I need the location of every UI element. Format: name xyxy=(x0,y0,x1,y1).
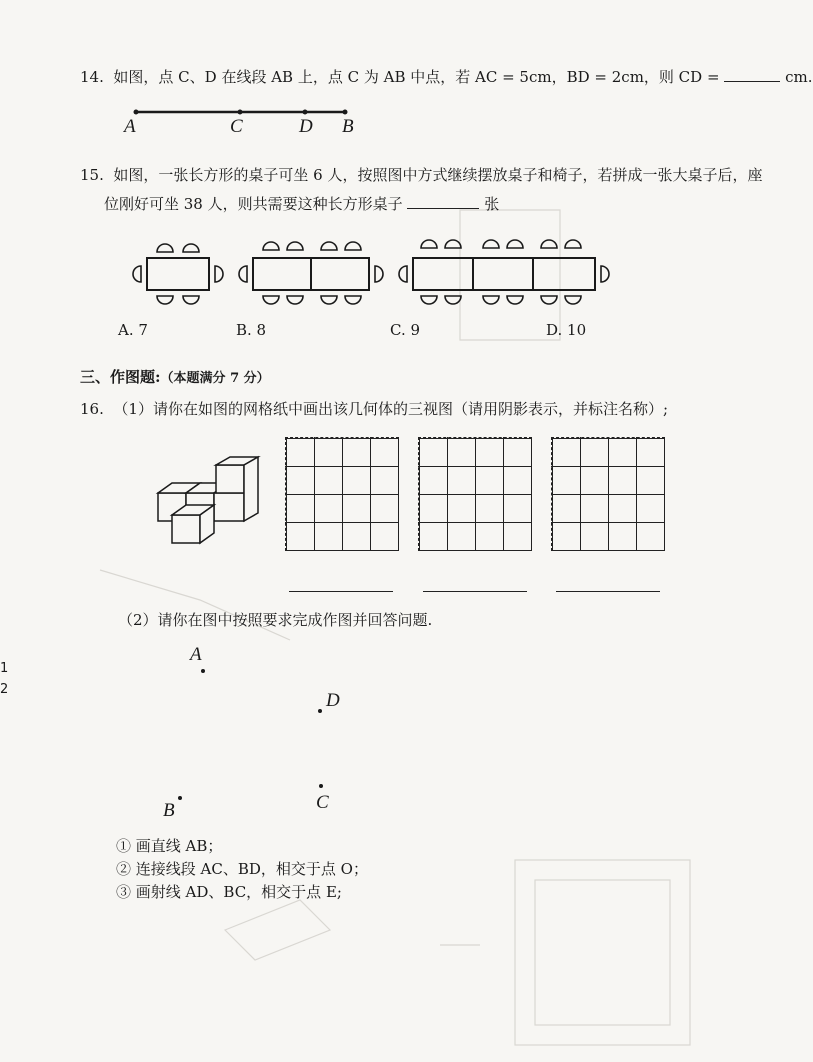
q15-text-line2: 位刚好可坐 38 人，则共需要这种长方形桌子 张 xyxy=(104,195,500,213)
q15-option-b[interactable]: B. 8 xyxy=(236,321,267,339)
q16-label-line-1[interactable] xyxy=(289,591,393,592)
q15-answer-blank[interactable] xyxy=(407,208,479,209)
q16-dot-c xyxy=(319,784,323,788)
q15-option-a[interactable]: A. 7 xyxy=(118,321,148,339)
q16-dot-d xyxy=(318,709,322,713)
q16-cube-solid xyxy=(150,455,270,565)
q14-point-d: D xyxy=(299,116,313,137)
section3-heading: 三、作图题:（本题满分 7 分） xyxy=(80,368,270,386)
q16-part1: 16. （1）请你在如图的网格纸中画出该几何体的三视图（请用阴影表示，并标注名称）; xyxy=(80,400,669,418)
q16-grid-side-view[interactable] xyxy=(418,437,532,551)
q16-grid-top-view[interactable] xyxy=(551,437,665,551)
q16-label-line-3[interactable] xyxy=(556,591,660,592)
q16-step-2: ② 连接线段 AC、BD，相交于点 O； xyxy=(116,860,368,878)
margin-mark-1: 1 xyxy=(0,661,9,676)
q14-point-b: B xyxy=(342,116,354,137)
q16-dot-b xyxy=(178,796,182,800)
q16-step-3: ③ 画射线 AD、BC，相交于点 E; xyxy=(116,883,342,901)
q16-grid-front-view[interactable] xyxy=(285,437,399,551)
q16-dot-a xyxy=(201,669,205,673)
q16-part2: （2）请你在图中按照要求完成作图并回答问题. xyxy=(118,611,433,629)
q15-tables-figure xyxy=(125,232,625,312)
q14-point-c: C xyxy=(230,116,243,137)
q15-text-line1: 15. 如图，一张长方形的桌子可坐 6 人，按照图中方式继续摆放桌子和椅子，若拼成一张大桌子后，座 xyxy=(80,166,763,184)
q16-step-1: ① 画直线 AB； xyxy=(116,837,223,855)
q16-point-c: C xyxy=(316,792,329,813)
margin-mark-2: 2 xyxy=(0,682,9,697)
q14-text: 14. 如图，点 C、D 在线段 AB 上，点 C 为 AB 中点，若 AC = 5cm，BD = 2cm，则 CD = cm. xyxy=(80,68,813,86)
q16-label-line-2[interactable] xyxy=(423,591,527,592)
q14-answer-blank[interactable] xyxy=(724,81,780,82)
q16-point-d: D xyxy=(326,690,340,711)
q15-option-c[interactable]: C. 9 xyxy=(390,321,421,339)
q16-point-a: A xyxy=(190,644,202,665)
q15-option-d[interactable]: D. 10 xyxy=(546,321,587,339)
q14-point-a: A xyxy=(124,116,136,137)
q16-point-b: B xyxy=(163,800,175,821)
q14-line-figure xyxy=(120,100,370,140)
